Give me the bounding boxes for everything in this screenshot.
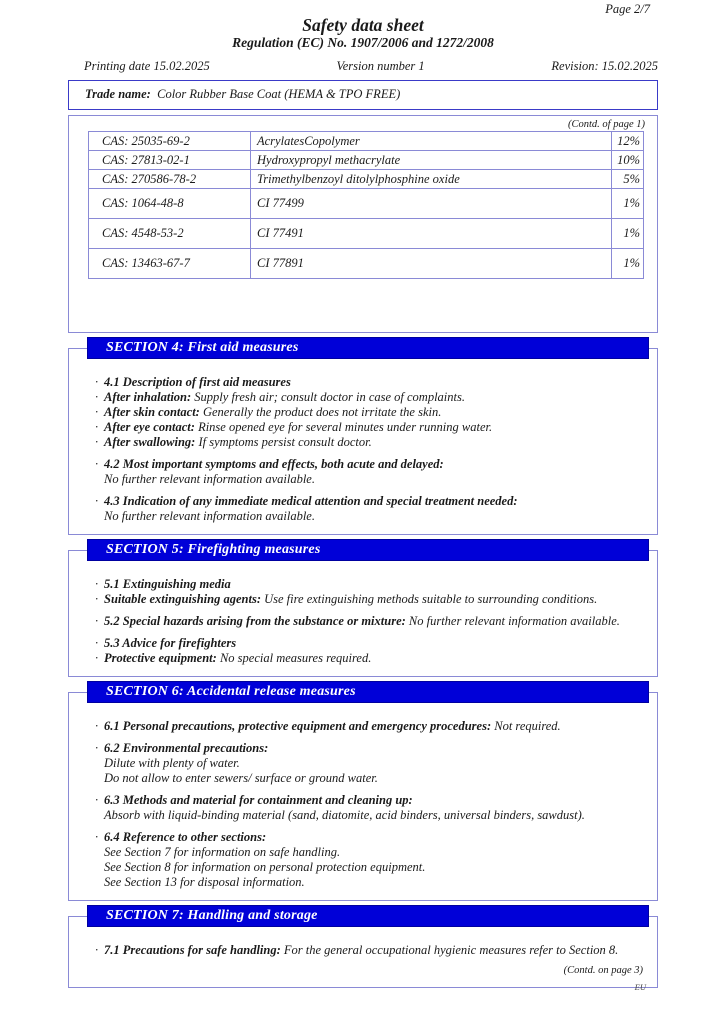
regular-text: See Section 8 for information on personal protection equipment. — [104, 860, 426, 874]
substance-cas: CAS: 13463-67-7 — [89, 249, 251, 279]
text-line — [95, 390, 645, 405]
text-line — [104, 808, 645, 823]
meta-row — [68, 59, 658, 74]
substance-name: Hydroxypropyl methacrylate — [251, 151, 612, 170]
substance-percent: 12% — [612, 132, 644, 151]
section-header: SECTION 6: Accidental release measures — [87, 681, 649, 703]
substance-row — [89, 219, 644, 249]
paragraph-group — [95, 741, 645, 786]
text-line — [95, 793, 645, 808]
substance-name: CI 77891 — [251, 249, 612, 279]
substance-name: CI 77499 — [251, 189, 612, 219]
paragraph-group — [95, 793, 645, 823]
regular-text: If symptoms persist consult doctor. — [195, 435, 372, 449]
text-line — [95, 614, 645, 629]
text-line — [95, 719, 645, 734]
paragraph-group — [95, 577, 645, 607]
section-box-6 — [68, 684, 658, 901]
substance-cas: CAS: 4548-53-2 — [89, 219, 251, 249]
substance-table — [88, 131, 644, 279]
paragraph-group — [95, 494, 645, 524]
paragraph-group — [95, 719, 645, 734]
bullet-dot: · — [95, 830, 99, 844]
bullet-dot: · — [95, 651, 99, 665]
bullet-dot: · — [95, 577, 99, 591]
text-line — [95, 375, 645, 390]
section-content — [69, 359, 657, 534]
regular-text: No further relevant information available. — [104, 509, 315, 523]
document-title: Safety data sheet — [302, 15, 424, 35]
contd-of-page-note: (Contd. of page 1) — [568, 119, 645, 130]
section-header: SECTION 5: Firefighting measures — [87, 539, 649, 561]
bullet-dot: · — [95, 943, 99, 957]
sections — [68, 340, 658, 988]
text-line — [95, 577, 645, 592]
contd-on-page-note: (Contd. on page 3) — [563, 965, 643, 976]
substance-table-body — [89, 132, 644, 279]
text-line — [104, 845, 645, 860]
text-line — [95, 420, 645, 435]
section-box-7 — [68, 908, 658, 988]
substance-percent: 1% — [612, 189, 644, 219]
bullet-dot: · — [95, 793, 99, 807]
regular-text: For the general occupational hygienic measures refer to Section 8. — [280, 943, 619, 957]
text-line — [104, 860, 645, 875]
text-line — [95, 457, 645, 472]
substance-percent: 1% — [612, 249, 644, 279]
version-number: Version number 1 — [336, 59, 425, 73]
bullet-dot: · — [95, 420, 99, 434]
page-content — [68, 2, 658, 992]
section-header: SECTION 7: Handling and storage — [87, 905, 649, 927]
text-line — [95, 741, 645, 756]
section-box-5 — [68, 542, 658, 677]
trade-name-box — [68, 80, 658, 110]
text-line — [95, 651, 645, 666]
substance-row — [89, 189, 644, 219]
bold-label: 6.2 Environmental precautions: — [104, 741, 269, 755]
printing-date: Printing date 15.02.2025 — [84, 59, 210, 73]
text-line — [95, 943, 645, 958]
bold-label: After swallowing: — [104, 435, 196, 449]
composition-box — [68, 115, 658, 333]
substance-percent: 1% — [612, 219, 644, 249]
section-header: SECTION 4: First aid measures — [87, 337, 649, 359]
bold-label: 4.1 Description of first aid measures — [104, 375, 291, 389]
text-line — [95, 494, 645, 509]
regular-text: See Section 7 for information on safe handling. — [104, 845, 341, 859]
bold-label: 7.1 Precautions for safe handling: — [104, 943, 281, 957]
regular-text: No further relevant information available. — [405, 614, 620, 628]
regular-text: Not required. — [491, 719, 561, 733]
section-content — [69, 703, 657, 900]
bullet-dot: · — [95, 592, 99, 606]
substance-cas: CAS: 25035-69-2 — [89, 132, 251, 151]
regular-text: Use fire extinguishing methods suitable to surrounding conditions. — [260, 592, 598, 606]
bullet-dot: · — [95, 636, 99, 650]
text-line — [104, 756, 645, 771]
paragraph-group — [95, 943, 645, 958]
substance-row — [89, 151, 644, 170]
regular-text: No special measures required. — [216, 651, 372, 665]
regular-text: Generally the product does not irritate the skin. — [199, 405, 442, 419]
bold-label: 5.3 Advice for firefighters — [104, 636, 237, 650]
bullet-dot: · — [95, 719, 99, 733]
bullet-dot: · — [95, 390, 99, 404]
bullet-dot: · — [95, 614, 99, 628]
substance-row — [89, 170, 644, 189]
bullet-dot: · — [95, 405, 99, 419]
text-line — [95, 435, 645, 450]
section-content — [69, 927, 657, 987]
paragraph-group — [95, 830, 645, 890]
page-number: Page 2/7 — [605, 2, 650, 16]
bold-label: 6.1 Personal precautions, protective equipment and emergency procedures: — [104, 719, 492, 733]
bold-label: 4.3 Indication of any immediate medical attention and special treatment needed: — [104, 494, 518, 508]
bold-label: 5.1 Extinguishing media — [104, 577, 231, 591]
bold-label: After eye contact: — [104, 420, 195, 434]
paragraph-group — [95, 457, 645, 487]
text-line — [95, 830, 645, 845]
substance-cas: CAS: 1064-48-8 — [89, 189, 251, 219]
text-line — [104, 472, 645, 487]
bold-label: 6.3 Methods and material for containment and cleaning up: — [104, 793, 413, 807]
bold-label: After skin contact: — [104, 405, 200, 419]
revision-date: Revision: 15.02.2025 — [551, 59, 658, 73]
bold-label: Suitable extinguishing agents: — [104, 592, 261, 606]
bold-label: Protective equipment: — [104, 651, 217, 665]
text-line — [95, 592, 645, 607]
text-line — [104, 509, 645, 524]
substance-percent: 5% — [612, 170, 644, 189]
regular-text: Do not allow to enter sewers/ surface or ground water. — [104, 771, 378, 785]
bold-label: 6.4 Reference to other sections: — [104, 830, 267, 844]
substance-row — [89, 249, 644, 279]
substance-row — [89, 132, 644, 151]
substance-name: AcrylatesCopolymer — [251, 132, 612, 151]
bold-label: 4.2 Most important symptoms and effects, both acute and delayed: — [104, 457, 444, 471]
text-line — [95, 636, 645, 651]
regular-text: Supply fresh air; consult doctor in case of complaints. — [191, 390, 465, 404]
bullet-dot: · — [95, 375, 99, 389]
bold-label: 5.2 Special hazards arising from the substance or mixture: — [104, 614, 406, 628]
regular-text: Absorb with liquid-binding material (sand, diatomite, acid binders, universal binders, sawdust). — [104, 808, 585, 822]
regular-text: Dilute with plenty of water. — [104, 756, 240, 770]
section-box-4 — [68, 340, 658, 535]
bold-label: After inhalation: — [104, 390, 192, 404]
trade-name-label: Trade name: — [85, 87, 151, 101]
bullet-dot: · — [95, 435, 99, 449]
bullet-dot: · — [95, 494, 99, 508]
text-line — [95, 405, 645, 420]
substance-percent: 10% — [612, 151, 644, 170]
bullet-dot: · — [95, 741, 99, 755]
bullet-dot: · — [95, 457, 99, 471]
text-line — [104, 875, 645, 890]
substance-cas: CAS: 27813-02-1 — [89, 151, 251, 170]
regulation-subtitle: Regulation (EC) No. 1907/2006 and 1272/2008 — [232, 35, 494, 50]
paragraph-group — [95, 636, 645, 666]
section-content — [69, 561, 657, 676]
substance-cas: CAS: 270586-78-2 — [89, 170, 251, 189]
substance-name: CI 77491 — [251, 219, 612, 249]
regular-text: No further relevant information available. — [104, 472, 315, 486]
regular-text: See Section 13 for disposal information. — [104, 875, 305, 889]
paragraph-group — [95, 375, 645, 450]
substance-name: Trimethylbenzoyl ditolylphosphine oxide — [251, 170, 612, 189]
text-line — [104, 771, 645, 786]
paragraph-group — [95, 614, 645, 629]
region-code: EU — [634, 982, 646, 992]
trade-name-value: Color Rubber Base Coat (HEMA & TPO FREE) — [157, 87, 401, 101]
regular-text: Rinse opened eye for several minutes under running water. — [194, 420, 493, 434]
